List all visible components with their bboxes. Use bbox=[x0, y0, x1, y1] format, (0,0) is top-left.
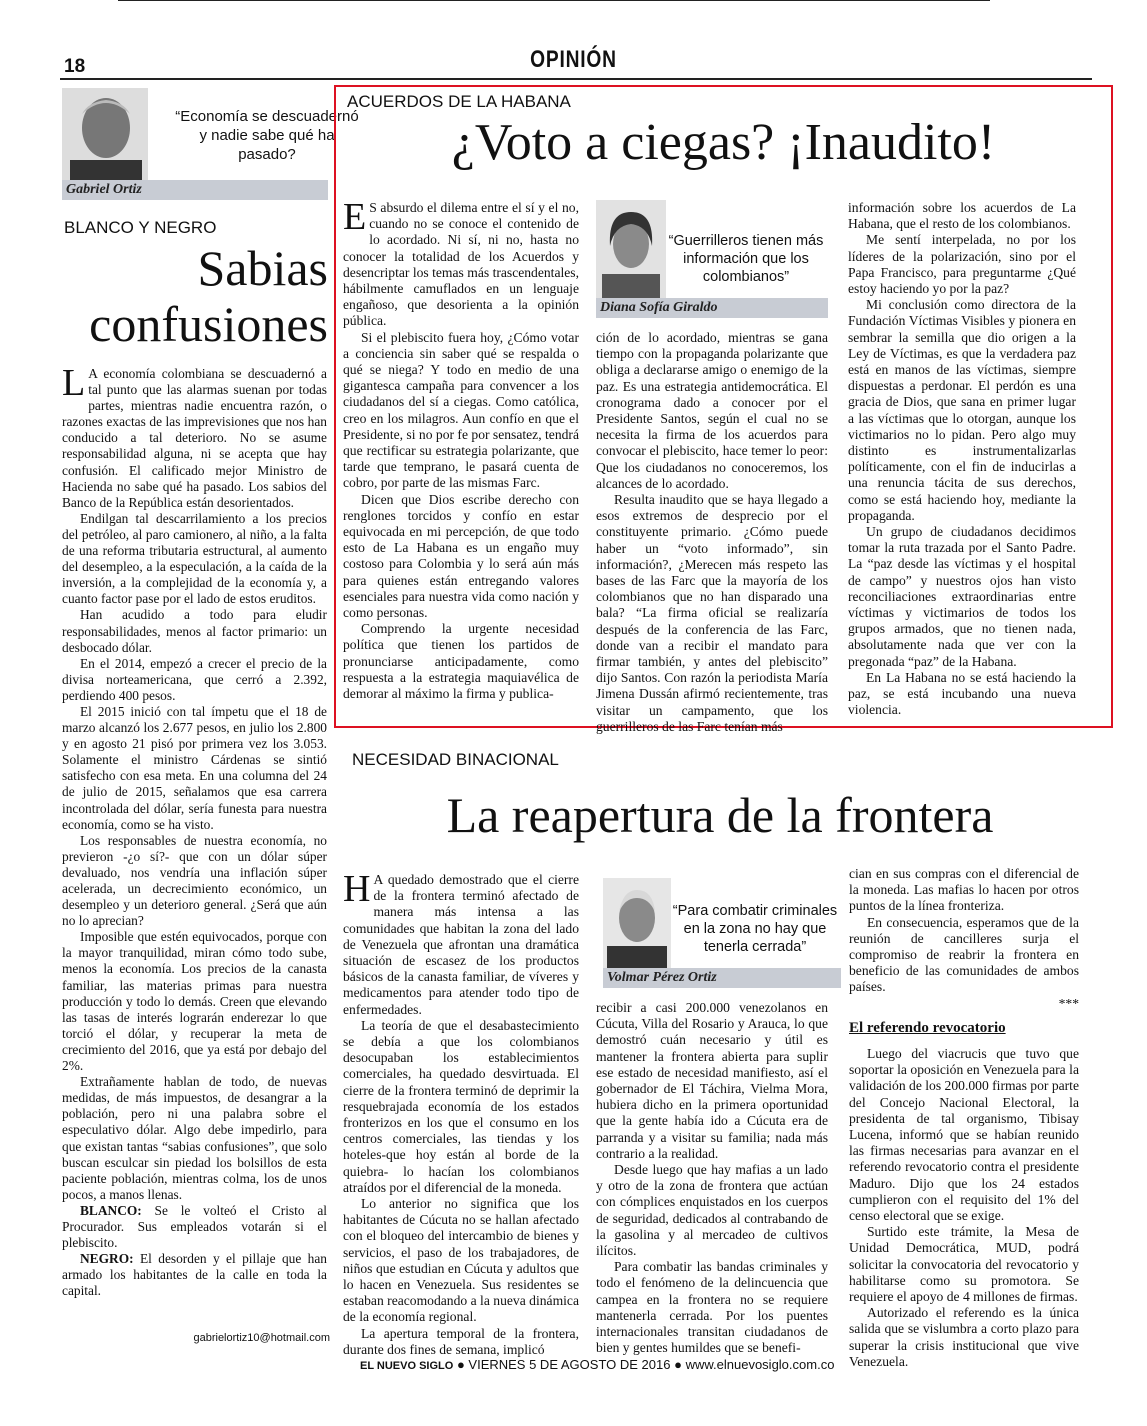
dropcap: E bbox=[343, 196, 367, 238]
paragraph: La teoría de que el desabastecimiento se debía a que los colombianos desocupaban los establecimientos comerciales, ha quedado desvirtuada. El cierre de la frontera terminó de deprimir la resquebrajada economía de los estados fronterizos en los que el consumo en los centros comerciales, las tiendas y los hoteles-que hoy están al borde de la quiebra- lo hacían los colombianos atraídos por el diferencial de la moneda. bbox=[343, 1017, 579, 1195]
headline-confusiones: confusiones bbox=[89, 296, 328, 352]
paragraph: Autorizado el referendo es la única salida que se vislumbra a corto plazo para superar la crisis institucional que vive Venezuela. bbox=[849, 1305, 1079, 1369]
paragraph: Han acudido a todo para eludir responsabilidades, menos al factor primario: un desbocado dólar. bbox=[62, 607, 327, 655]
bullet-icon: ● bbox=[674, 1357, 686, 1372]
paragraph: Mi conclusión como directora de la Fundación Víctimas Visibles y pionera en sembrar la semilla que dio origen a la Ley de Víctimas, es que la verdadera paz está en manos de las víctimas, siempre dispuestas a perdonar. El perdón es una gracia de Dios, que sana en primer lugar a las víctimas que lo otorgan, aunque los victimarios no lo pidan. Pero algo muy distinto es instrumentalizarlas políticamente, con el fin de inducirlas a una renuncia tácita de sus derechos, como se está haciendo hoy, mediante la propaganda. bbox=[848, 297, 1076, 523]
paragraph: recibir a casi 200.000 venezolanos en Cúcuta, Villa del Rosario y Arauca, lo que demostró cuán necesario y útil es mantener la frontera abierta para suplir ese estado de necesidad manifiesto, así el gobernador de El Táchira, Vielma Mora, hubiera dicho en la primera oportunidad que la gente había ido a Cúcuta era de parranda y a visitar su familia; nada más contrario a la realidad. bbox=[596, 1000, 828, 1161]
article1-column-3 bbox=[848, 200, 1076, 719]
dropcap: L bbox=[62, 362, 86, 404]
author-email[interactable]: gabrielortiz10@hotmail.com bbox=[193, 1332, 330, 1344]
paragraph: A quedado demostrado que el cierre de la frontera terminó afectado de manera más intensa a las comunidades que habitan la zona del lado de Venezuela que afrontan una dramática situación de escasez de los productos básicos de la canasta familiar, de víveres y medicamentos para atender todo tipo de enfermedades. bbox=[343, 872, 579, 1017]
headline-sabias: Sabias bbox=[197, 240, 328, 296]
article2-column-2 bbox=[596, 1000, 828, 1356]
portrait-icon bbox=[603, 878, 671, 970]
paragraph: Comprendo la urgente necesidad política que tienen los partidos de pronunciarse anticipadamente, como respuesta a la estrategia maquiavélica de demorar al máximo la firma y publica- bbox=[343, 621, 579, 702]
article1-column-1 bbox=[343, 196, 579, 702]
footer-date: VIERNES 5 DE AGOSTO DE 2016 bbox=[468, 1357, 671, 1372]
kicker-acuerdos: ACUERDOS DE LA HABANA bbox=[347, 92, 571, 111]
author-box-diana bbox=[596, 200, 828, 318]
blanco-label: BLANCO: bbox=[80, 1202, 142, 1218]
paragraph: Lo anterior no significa que los habitantes de Cúcuta no se hallan afectado con el bloqueo del intercambio de bienes y servicios, el paso de los trabajadores, de niños que estudian en Cúcuta y adultos que lo hacen en Venezuela. Sus residentes se estaban reacomodando a la nueva dinámica de la economía regional. bbox=[343, 1196, 579, 1325]
footer-url[interactable]: www.elnuevosiglo.com.co bbox=[685, 1357, 835, 1372]
paragraph: Extrañamente hablan de todo, de nuevas medidas, de más impuestos, de desangrar a la población, pero ni una palabra sobre el especulativo dólar. Algo debe impedirlo, para que existan tantas “sabias confusiones”, que solo buscan esculcar sin piedad los bolsillos de esta paciente población, mientras colma, los de unos pocos, a manos llenas. bbox=[62, 1074, 327, 1202]
paragraph: Los responsables de nuestra economía, no previeron -¿o sí?- que con un dólar súper devaluado, nos vendría una inflación súper acelerada, un decrecimiento económico, un desempleo y un deterioro general. ¿Será que aún no lo aprecian? bbox=[62, 832, 327, 929]
pull-quote: “Para combatir criminales en la zona no hay que tenerla cerrada” bbox=[672, 903, 838, 956]
paragraph: La apertura temporal de la frontera, durante dos fines de semana, implicó bbox=[343, 1325, 579, 1357]
paragraph: Surtido este trámite, la Mesa de Unidad Democrática, MUD, podrá solicitar la convocatoria del revocatorio y habilitarse como su promotora. Se requiere el apoyo de 4 millones de firmas. bbox=[849, 1224, 1079, 1305]
author-name: Volmar Pérez Ortiz bbox=[603, 968, 841, 988]
paragraph: Resulta inaudito que se haya llegado a esos extremos de desprecio por el constituyente primario. ¿Cómo puede haber un “voto informado”, sin información?, ¿Merecen más respeto las bases de las Farc que la mayoría de los colombianos que no han disparado una bala? “La firma oficial se realizaría después de la conferencia de las Farc, donde van a recibir el mandato para firmar también, y antes del plebiscito” dijo Santos. Con razón la periodista María Jimena Dussán afirmó recientemente, tras visitar un campamento, que los guerrilleros de las Farc tenían más bbox=[596, 492, 828, 734]
portrait-icon bbox=[596, 200, 666, 300]
headline-reapertura: La reapertura de la frontera bbox=[446, 787, 994, 843]
paragraph: cian en sus compras con el diferencial de la moneda. Las mafias lo hacen por otros puntos de la línea fronteriza. bbox=[849, 866, 1079, 914]
paragraph: Si el plebiscito fuera hoy, ¿Cómo votar a conciencia sin saber qué se respalda o qué se niega? Y todo en medio de una gigantesca campaña para convencer a los ciudadanos del sí a ciegas. Como católica, creo en los milagros. Aun confío en que el Presidente, si no por fe por sensatez, tendrá que rectificar su estrategia polarizante, que tarde que temprano, le pasará cuenta de cobro, por parte de las mismas Farc. bbox=[343, 329, 579, 491]
author-name: Diana Sofía Giraldo bbox=[596, 298, 828, 318]
top-rule bbox=[118, 0, 990, 3]
paragraph: Imposible que estén equivocados, porque con la mayor tranquilidad, miran cómo todo sube, menos la economía. Los precios de la canasta familiar, las materias primas para nuestra producción y todo lo demás. Creen que elevando las tasas de interés lograrán enderezar lo que torció el dólar, y recuperar la meta de crecimiento del 2016, que ya está por debajo del 2%. bbox=[62, 929, 327, 1074]
paragraph: A economía colombiana se descuadernó a tal punto que las alarmas suenan por todas partes, mientras nadie encuentra razón, o razones exactas de las imprevisiones que nos han conducido a tal deterioro. No se asume responsabilidad alguna, ni se acepta que hay confusión. El calificado mejor Ministro de Hacienda no sabe qué ha pasado. Los sabios del Banco de la República están desorientados. bbox=[62, 366, 327, 510]
paragraph: S absurdo el dilema entre el sí y el no, cuando no se conoce el contenido de lo acordado. Ni sí, ni no, hasta no conocer la totalidad de los Acuerdos y desencriptar los temas más trascendentales, hábilmente camuflados en un lenguaje engañoso, que desorienta a la opinión pública. bbox=[343, 200, 579, 329]
article2-column-1 bbox=[343, 868, 579, 1358]
pull-quote: “Guerrilleros tienen más información que los colombianos” bbox=[668, 233, 824, 286]
author-box-volmar bbox=[603, 878, 841, 990]
paragraph: Dicen que Dios escribe derecho con renglones torcidos y confío en estar equivocada en mi percepción, de que todo esto de La Habana es un engaño muy costoso para Colombia y lo será aún más para quienes están entregando valores esenciales para nuestra vida como nación y como personas. bbox=[343, 491, 579, 621]
negro-text: El desorden y el pillaje que han armado los habitantes de la calle en toda la capital. bbox=[62, 1251, 327, 1299]
paragraph: Un grupo de ciudadanos decidimos tomar la ruta trazada por el Santo Padre. La “paz desde las víctimas y el hospital de campo” y nuestros ojos han visto reconciliaciones extraordinarias entre víctimas y victimarios de todos los grupos armados, que no tienen nada, absolutamente nada que ver con la pregonada “paz” de la Habana. bbox=[848, 524, 1076, 669]
newspaper-brand: EL NUEVO SIGLO bbox=[360, 1360, 454, 1372]
bullet-icon: ● bbox=[456, 1357, 469, 1372]
kicker-blanco-y-negro: BLANCO Y NEGRO bbox=[64, 218, 217, 237]
subheading-referendo: El referendo revocatorio bbox=[849, 1019, 1006, 1036]
portrait-icon bbox=[62, 88, 148, 180]
pull-quote: “Economía se descuadernó y nadie sabe qué ha pasado? bbox=[175, 108, 359, 163]
section-rule bbox=[60, 78, 1092, 80]
blanco-text: Se le volteó el Cristo al Procurador. Sus empleados votarán si el plebiscito. bbox=[62, 1202, 327, 1251]
paragraph: En el 2014, empezó a crecer el precio de la divisa norteamericana, que cerró a 2.392, perdiendo 400 pesos. bbox=[62, 655, 327, 703]
article2-column-3 bbox=[849, 866, 1079, 1370]
paragraph: El 2015 inició con tal ímpetu que el 18 de marzo alcanzó los 2.677 pesos, en julio los 2.800 y en agosto 21 pisó por primera vez los 3.053. Solamente el ministro Cárdenas se sintió satisfecho con esa meta. En una columna del 24 de julio de 2015, señalamos que esa carrera incontrolada del dólar, sería funesta para nuestra economía, como se ha visto. bbox=[62, 703, 327, 832]
paragraph: Para combatir las bandas criminales y todo el fenómeno de la delincuencia que campea en la frontera no se requiere mantenerla cerrada. Por los puentes internacionales transitan ciudadanos de bien y gentes humildes que se benefi- bbox=[596, 1259, 828, 1356]
paragraph: En La Habana no se está haciendo la paz, se está incubando una nueva violencia. bbox=[848, 669, 1076, 718]
page-footer bbox=[360, 1357, 834, 1372]
dropcap: H bbox=[343, 868, 371, 910]
headline-voto-a-ciegas: ¿Voto a ciegas? ¡Inaudito! bbox=[451, 114, 996, 171]
kicker-necesidad-binacional: NECESIDAD BINACIONAL bbox=[352, 750, 559, 769]
paragraph: En consecuencia, esperamos que de la reunión de cancilleres surja el compromiso de reabrir la frontera en beneficio de las comunidades de ambos países. bbox=[849, 914, 1079, 995]
paragraph: Me sentí interpelada, no por los líderes de la polarización, sino por el Papa Francisco, para preguntarme ¿Qué estoy haciendo yo por la paz? bbox=[848, 232, 1076, 297]
paragraph: Luego del viacrucis que tuvo que soportar la oposición en Venezuela para la validación de los 200.000 firmas por parte del Concejo Nacional Electoral, la presidenta de tal organismo, Tibisay Lucena, informó que se habían reunido las firmas necesarias para avanzar en el referendo revocatorio contra el presidente Maduro. Dijo que los 24 estados cumplieron con el requisito del 1% del censo electoral que se exige. bbox=[849, 1046, 1079, 1224]
author-name: Gabriel Ortiz bbox=[62, 180, 328, 200]
article1-column-2 bbox=[596, 330, 828, 735]
column-sabias-confusiones bbox=[62, 362, 327, 1299]
author-photo-gabriel-ortiz bbox=[62, 88, 359, 200]
paragraph: Desde luego que hay mafias a un lado y otro de la zona de frontera que actúan con cómplices enquistados en los cuerpos de seguridad, dedicados al contrabando de la gasolina y al mercadeo de cultivos ilícitos. bbox=[596, 1162, 828, 1259]
paragraph: información sobre los acuerdos de La Habana, que el resto de los colombianos. bbox=[848, 200, 1076, 232]
negro-label: NEGRO: bbox=[80, 1251, 134, 1267]
section-title: OPINIÓN bbox=[530, 46, 617, 73]
paragraph: Endilgan tal descarrilamiento a los precios del petróleo, al paro camionero, al niño, a la falta de una reforma tributaria estructural, al aumento del desempleo, a la especulación, a la caída de la inversión, a la complejidad de la economía y, a cuanto factor pase por el lado de estos eruditos. bbox=[62, 510, 327, 607]
section-break: *** bbox=[1058, 995, 1079, 1011]
page-number: 18 bbox=[64, 56, 86, 77]
paragraph: ción de lo acordado, mientras se gana tiempo con la propaganda polarizante que obliga a declararse amigo o enemigo de la paz. Es una estrategia antidemocrática. El cronograma dado a conocer por el Presidente Santos, según el cual no se necesita la firma de los acuerdos para convocar el plebiscito, hace temer lo peor: Que los ciudadanos no conoceremos, los alcances de lo acordado. bbox=[596, 330, 828, 491]
